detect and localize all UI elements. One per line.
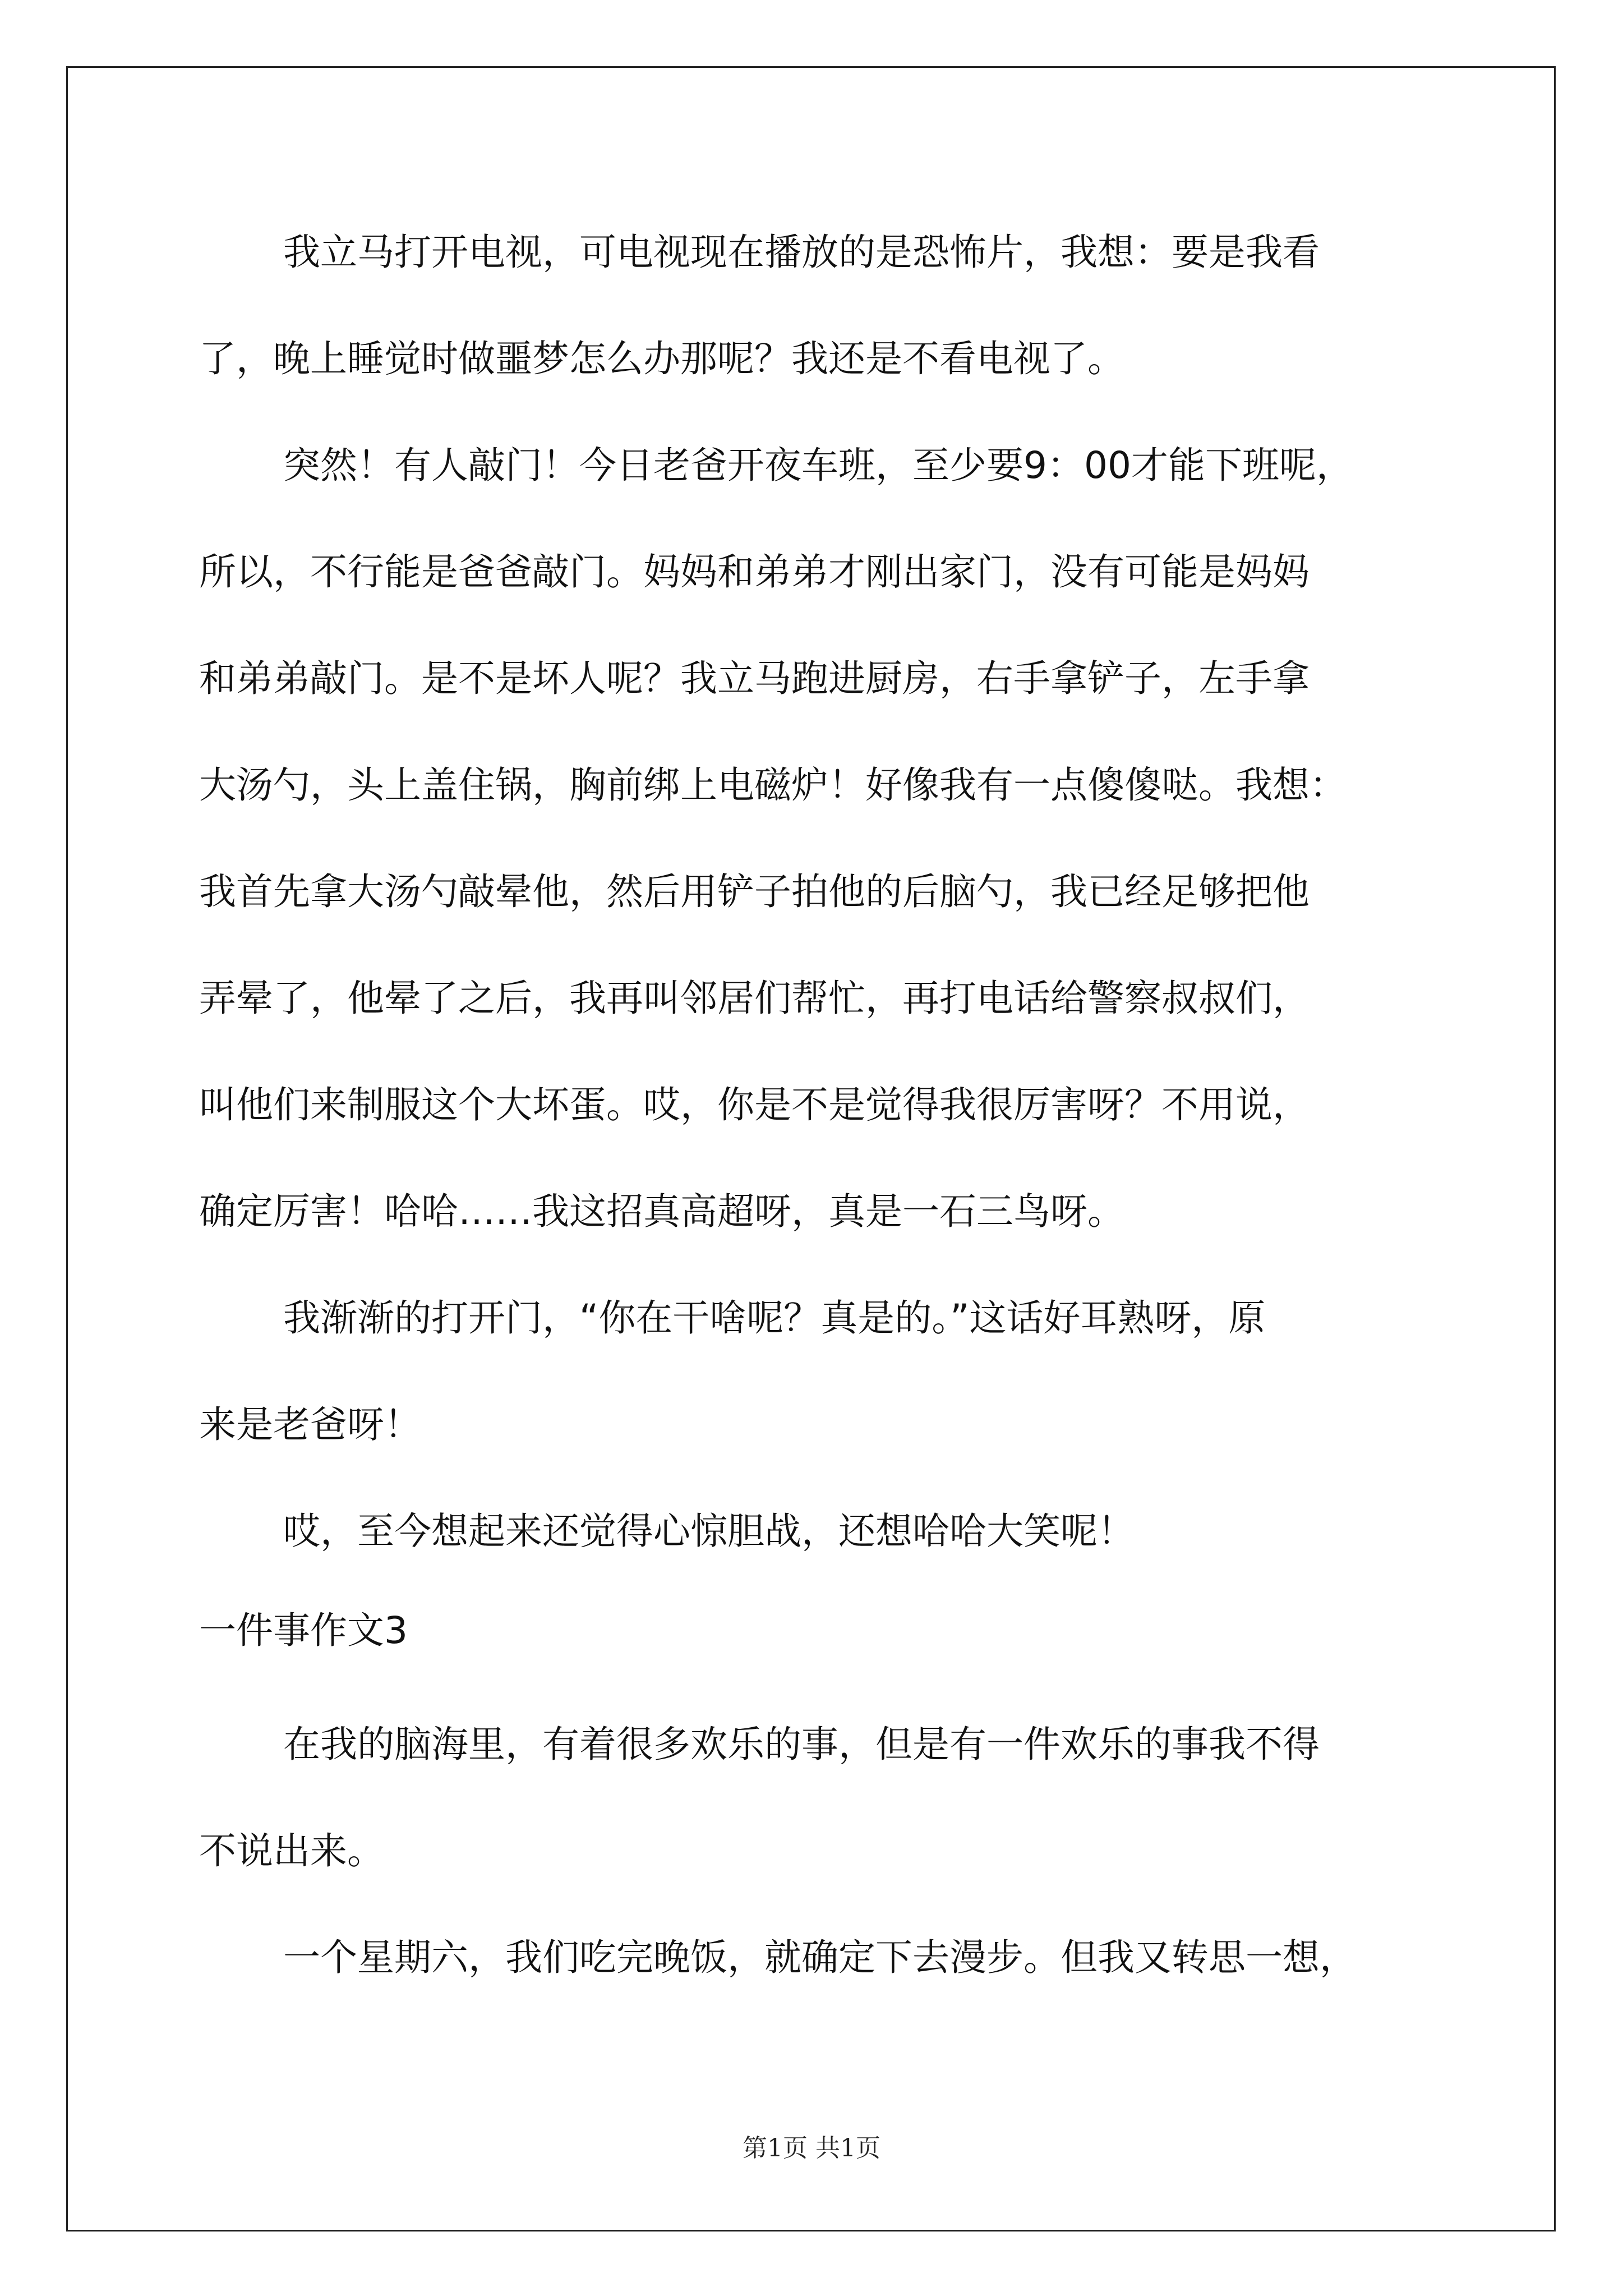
paragraph-line: 不说出来。	[199, 1829, 384, 1872]
paragraph-line: 弄晕了，他晕了之后，我再叫邻居们帮忙，再打电话给警察叔叔们，	[199, 977, 1310, 1020]
paragraph-line: 我渐渐的打开门，“你在干啥呢？真是的。”这话好耳熟呀，原	[283, 1296, 1266, 1340]
paragraph-line: 所以，不行能是爸爸敲门。妈妈和弟弟才刚出家门，没有可能是妈妈	[199, 550, 1310, 593]
paragraph-line: 和弟弟敲门。是不是坏人呢？我立马跑进厨房，右手拿铲子，左手拿	[199, 657, 1310, 700]
paragraph-line: 来是老爸呀！	[199, 1403, 421, 1446]
paragraph-line: 大汤勺，头上盖住锅，胸前绑上电磁炉！好像我有一点傻傻哒。我想：	[199, 763, 1347, 807]
paragraph-line: 了，晚上睡觉时做噩梦怎么办那呢？我还是不看电视了。	[199, 337, 1124, 380]
page-footer: 第1页 共1页	[743, 2134, 880, 2162]
paragraph-line: 哎，至今想起来还觉得心惊胆战，还想哈哈大笑呢！	[283, 1510, 1135, 1553]
page-border	[66, 66, 1556, 2231]
section-heading: 一件事作文3	[199, 1609, 408, 1652]
paragraph-line: 我立马打开电视，可电视现在播放的是恐怖片，我想：要是我看	[283, 231, 1320, 274]
paragraph-line: 在我的脑海里，有着很多欢乐的事，但是有一件欢乐的事我不得	[283, 1723, 1320, 1766]
paragraph-line: 叫他们来制服这个大坏蛋。哎，你是不是觉得我很厉害呀？不用说，	[199, 1083, 1310, 1126]
paragraph-line: 一个星期六，我们吃完晚饭，就确定下去漫步。但我又转思一想，	[283, 1936, 1357, 1979]
paragraph-line: 我首先拿大汤勺敲晕他，然后用铲子拍他的后脑勺，我已经足够把他	[199, 870, 1310, 913]
paragraph-line: 突然！有人敲门！今日老爸开夜车班，至少要9：00才能下班呢，	[283, 444, 1353, 487]
paragraph-line: 确定厉害！哈哈……我这招真高超呀，真是一石三鸟呀。	[199, 1190, 1124, 1233]
